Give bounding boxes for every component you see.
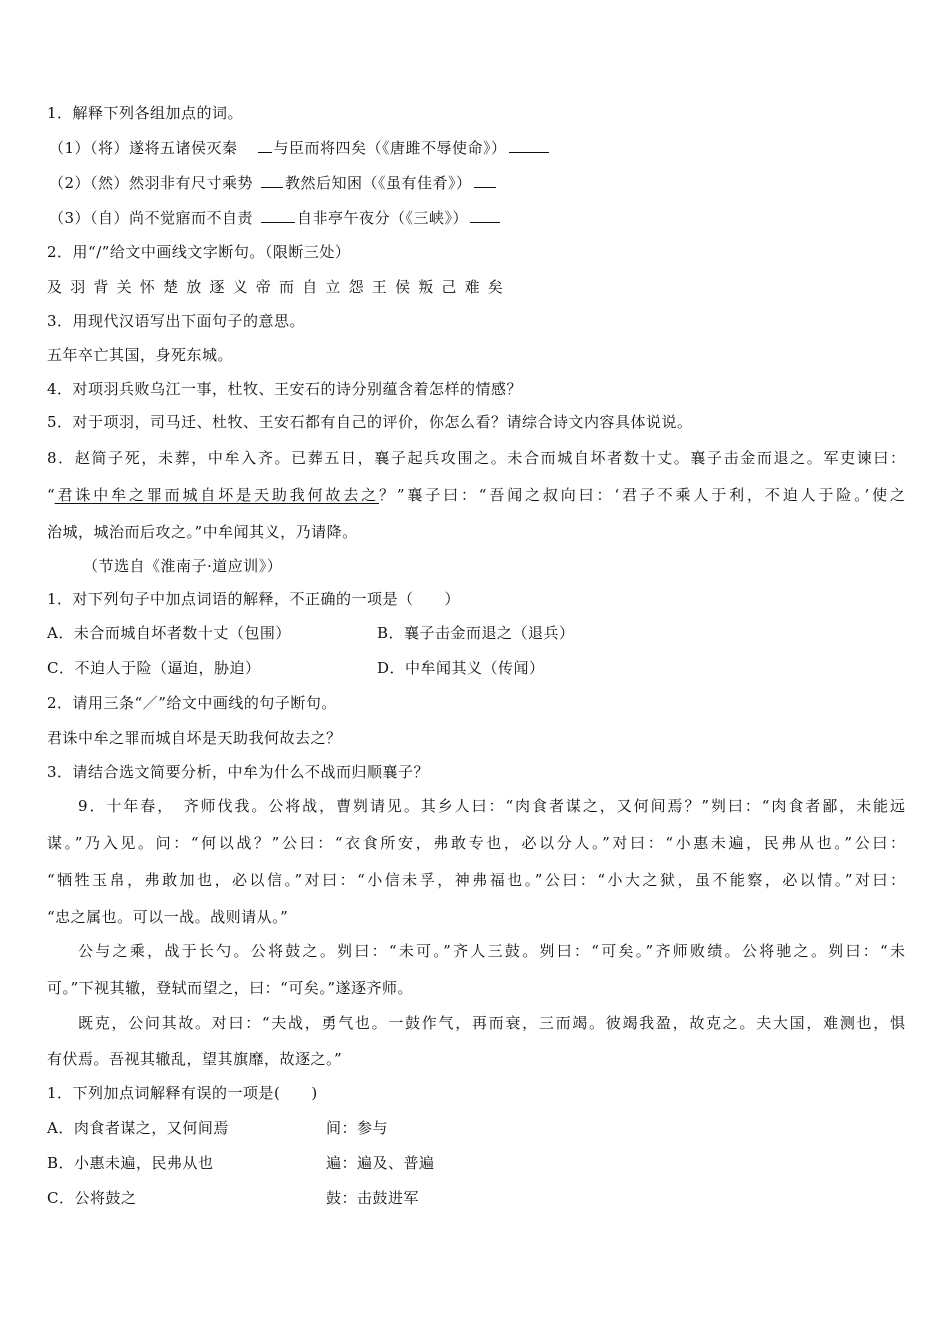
p8-q2-title: 2．请用三条“／”给文中画线的句子断句。 <box>47 694 337 712</box>
p9-para3-line-2: 有伏焉。吾视其辙乱，望其旗靡，故逐之。” <box>47 1050 343 1068</box>
answer-blank[interactable] <box>261 172 283 188</box>
q5-title: 5．对于项羽，司马迁、杜牧、王安石都有自己的评价，你怎么看？请综合诗文内容具体说说。 <box>47 413 693 431</box>
p9-para2-line-2: 可。”下视其辙，登轼而望之，曰：“可矣。”遂逐齐师。 <box>47 979 414 997</box>
p8-line-3: 治城，城治而后攻之。”中牟闻其义，乃请降。 <box>47 523 358 541</box>
p8-option-d[interactable]: D．中牟闻其义（传闻） <box>377 659 545 677</box>
p9-option-c[interactable]: C．公将鼓之 <box>47 1189 137 1207</box>
answer-blank[interactable] <box>474 172 496 188</box>
answer-blank[interactable] <box>470 207 500 223</box>
p8-q2-text: 君诛中牟之罪而城自坏是天助我何故去之？ <box>47 729 342 747</box>
p9-q1-title: 1．下列加点词解释有误的一项是( ) <box>47 1084 318 1102</box>
p8-option-a[interactable]: A．未合而城自坏者数十丈（包围） <box>47 624 291 642</box>
p9-option-a[interactable]: A．肉食者谋之，又何间焉 <box>47 1119 229 1137</box>
p9-option-a-gloss: 间：参与 <box>326 1119 389 1137</box>
answer-blank[interactable] <box>261 207 295 223</box>
q1-item-1: （1）（将）遂将五诸侯灭秦 与臣而将四矣（《唐雎不辱使命》） <box>49 137 551 158</box>
q2-title: 2．用“/”给文中画线文字断句。（限断三处） <box>47 243 351 261</box>
p8-option-b[interactable]: B．襄子击金而退之（退兵） <box>377 624 575 642</box>
p8-line-2: “君诛中牟之罪而城自坏是天助我何故去之？”襄子曰：“吾闻之叔向曰：‘君子不乘人于利，不迫人于险。’使之 <box>47 486 905 504</box>
p9-para1-line-3: “牺牲玉帛，弗敢加也，必以信。”对曰：“小信未孚，神弗福也。”公曰：“小大之狱，虽不能察，必以情。”对曰： <box>47 871 905 889</box>
p9-para2-line-1: 公与之乘，战于长勺。公将鼓之。刿曰：“未可。”齐人三鼓。刿曰：“可矣。”齐师败绩。公将驰之。刿曰：“未 <box>78 942 905 960</box>
p9-para1-line-1: 9．十年春， 齐师伐我。公将战，曹刿请见。其乡人曰：“肉食者谋之，又何间焉？”刿曰：“肉食者鄙，未能远 <box>78 797 905 815</box>
p9-option-b[interactable]: B．小惠未遍，民弗从也 <box>47 1154 214 1172</box>
q3-text: 五年卒亡其国，身死东城。 <box>47 346 234 364</box>
answer-blank[interactable] <box>258 137 272 153</box>
p8-q3-title: 3．请结合选文简要分析，中牟为什么不战而归顺襄子？ <box>47 763 430 781</box>
q3-title: 3．用现代汉语写出下面句子的意思。 <box>47 312 306 330</box>
q1-item-2: （2）（然）然羽非有尺寸乘势 教然后知困（《虽有佳肴》） <box>49 172 498 193</box>
p9-option-c-gloss: 鼓：击鼓进军 <box>326 1189 420 1207</box>
answer-blank[interactable] <box>509 137 549 153</box>
p9-option-b-gloss: 遍：遍及、普遍 <box>326 1154 435 1172</box>
q2-text: 及羽背关怀楚放逐义帝而自立怨王侯叛己难矣 <box>47 278 512 296</box>
p9-para3-line-1: 既克，公问其故。对曰：“夫战，勇气也。一鼓作气，再而衰，三而竭。彼竭我盈，故克之。夫大国，难测也，惧 <box>78 1014 905 1032</box>
p8-line-1: 8．赵简子死，未葬，中牟入齐。已葬五日，襄子起兵攻围之。未合而城自坏者数十丈。襄子击金而退之。军吏谏曰： <box>47 449 905 467</box>
p9-para1-line-2: 谋。”乃入见。问：“何以战？”公曰：“衣食所安，弗敢专也，必以分人。”对曰：“小惠未遍，民弗从也。”公曰： <box>47 834 905 852</box>
p8-q1-title: 1．对下列句子中加点词语的解释，不正确的一项是（ ） <box>47 590 461 608</box>
p9-para1-line-4: “忠之属也。可以一战。战则请从。” <box>47 908 289 926</box>
q1-item-3: （3）（自）尚不觉寤而不自责 自非亭午夜分（《三峡》） <box>49 207 502 228</box>
p8-option-c[interactable]: C．不迫人于险（逼迫，胁迫） <box>47 659 261 677</box>
p8-source: （节选自《淮南子·道应训》） <box>83 557 283 575</box>
underlined-sentence: 君诛中牟之罪而城自坏是天助我何故去之 <box>54 486 379 504</box>
q4-title: 4．对项羽兵败乌江一事，杜牧、王安石的诗分别蕴含着怎样的情感？ <box>47 380 523 398</box>
q1-title: 1．解释下列各组加点的词。 <box>47 104 244 122</box>
